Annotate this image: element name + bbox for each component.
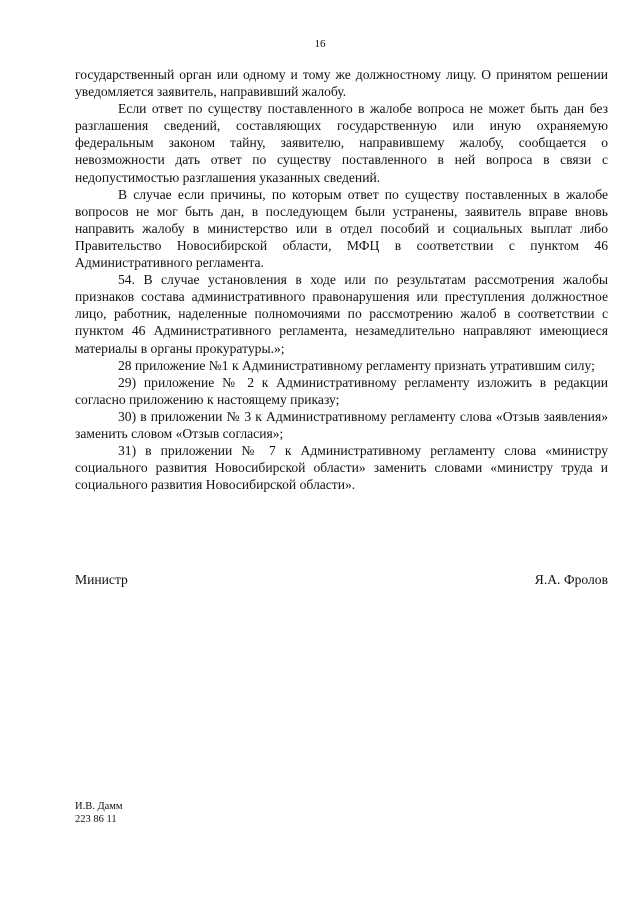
page-number: 16 xyxy=(314,38,326,50)
paragraph: 29) приложение № 2 к Административному регламенту изложить в редакции согласно приложению к настоящему приказу; xyxy=(75,374,608,407)
executor-block xyxy=(75,800,123,826)
paragraph: В случае если причины, по которым ответ по существу поставленных в жалобе вопросов не мог быть дан, в последующем были устранены, заявитель вправе вновь направить жалобу в министерство или в отдел пособий и социальных выплат либо Правительство Новосибирской области, МФЦ в соответствии с пунктом 46 Административного регламента. xyxy=(75,186,608,271)
paragraph: 28 приложение №1 к Административному регламенту признать утратившим силу; xyxy=(118,357,595,373)
signatory-name: Я.А. Фролов xyxy=(534,572,608,587)
executor-name: И.В. Дамм xyxy=(75,801,123,812)
signatory-role: Министр xyxy=(75,572,128,587)
paragraph: 54. В случае установления в ходе или по результатам рассмотрения жалобы признаков состава административного правонарушения или преступления должностное лицо, работник, наделенные полномочиями по рассмотрению жалоб в соответствии с пунктом 46 Административного регламента, незамедлительно направляют имеющиеся материалы в органы прокуратуры.»; xyxy=(75,272,608,356)
paragraph: государственный орган или одному и тому же должностному лицу. О принятом решении уведомляется заявитель, направивший жалобу. xyxy=(75,67,608,100)
paragraph: Если ответ по существу поставленного в жалобе вопроса не может быть дан без разглашения сведений, составляющих государственную или иную охраняемую федеральным законом тайну, заявителю, направившему жалобу, сообщается о невозможности дать ответ по существу поставленного в ней вопроса в связи с недопустимостью разглашения указанных сведений. xyxy=(75,101,608,185)
executor-phone: 223 86 11 xyxy=(75,814,117,825)
paragraph: 31) в приложении № 7 к Административному регламенту слова «министру социального развития Новосибирской области» заменить словами «министру труда и социального развития Новосибирской области». xyxy=(75,443,608,493)
paragraph: 30) в приложении № 3 к Административному регламенту слова «Отзыв заявления» заменить словом «Отзыв согласия»; xyxy=(75,408,608,441)
document-body xyxy=(75,66,608,493)
